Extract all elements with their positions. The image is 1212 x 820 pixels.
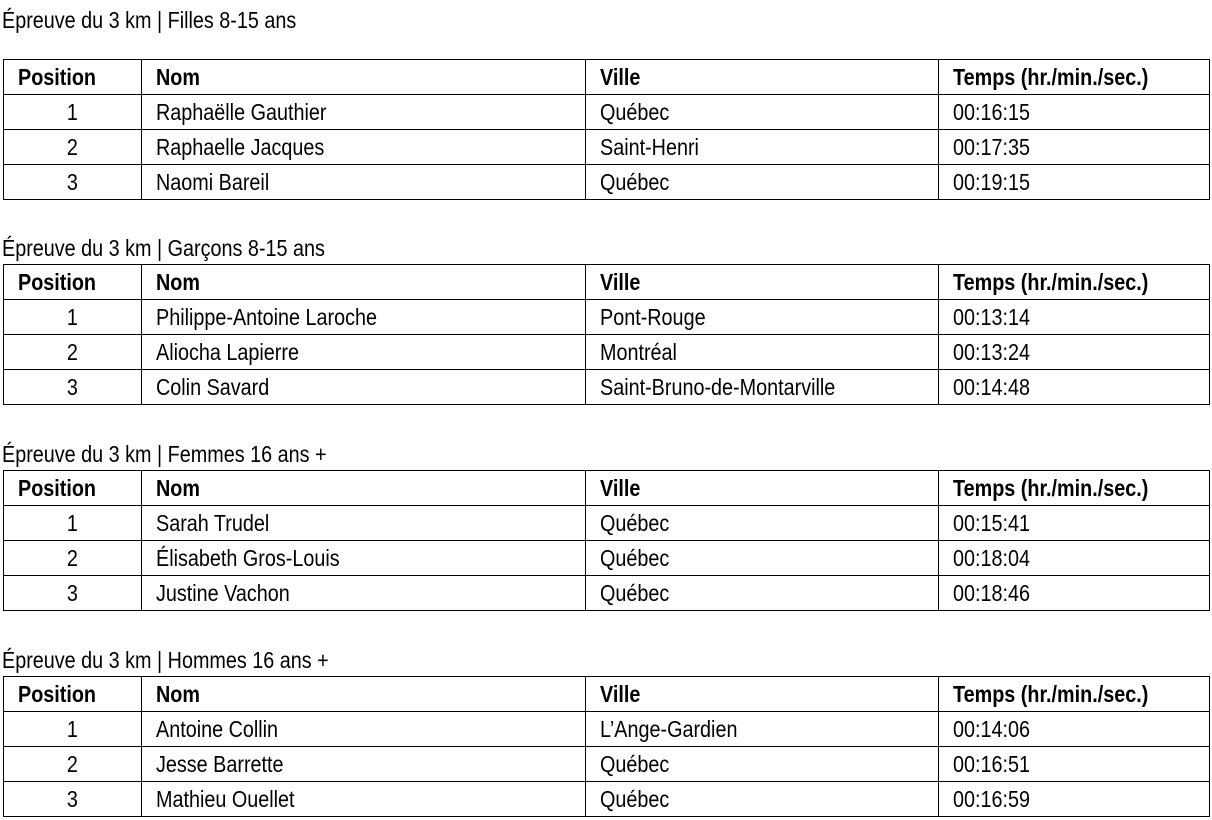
name-cell: Élisabeth Gros-Louis — [142, 541, 586, 576]
results-table — [3, 470, 1210, 611]
column-header-city: Ville — [586, 471, 939, 506]
city-cell: Pont-Rouge — [586, 300, 939, 335]
position-cell: 2 — [4, 130, 142, 165]
table-row — [4, 370, 1210, 405]
table-row — [4, 165, 1210, 200]
position-cell: 1 — [4, 95, 142, 130]
name-cell: Jesse Barrette — [142, 747, 586, 782]
name-cell: Sarah Trudel — [142, 506, 586, 541]
city-cell: Québec — [586, 506, 939, 541]
column-header-name: Nom — [142, 265, 586, 300]
column-header-time: Temps (hr./min./sec.) — [939, 60, 1210, 95]
time-cell: 00:18:46 — [939, 576, 1210, 611]
position-cell: 2 — [4, 541, 142, 576]
time-cell: 00:14:48 — [939, 370, 1210, 405]
position-cell: 3 — [4, 165, 142, 200]
time-cell: 00:19:15 — [939, 165, 1210, 200]
column-header-time: Temps (hr./min./sec.) — [939, 677, 1210, 712]
time-cell: 00:15:41 — [939, 506, 1210, 541]
time-cell: 00:13:14 — [939, 300, 1210, 335]
position-cell: 3 — [4, 370, 142, 405]
column-header-city: Ville — [586, 265, 939, 300]
table-row — [4, 541, 1210, 576]
name-cell: Raphaelle Jacques — [142, 130, 586, 165]
table-header-row — [4, 471, 1210, 506]
column-header-city: Ville — [586, 60, 939, 95]
time-cell: 00:16:59 — [939, 782, 1210, 817]
column-header-position: Position — [4, 265, 142, 300]
position-cell: 1 — [4, 300, 142, 335]
results-table — [3, 264, 1210, 405]
table-row — [4, 576, 1210, 611]
table-row — [4, 130, 1210, 165]
column-header-city: Ville — [586, 677, 939, 712]
name-cell: Colin Savard — [142, 370, 586, 405]
city-cell: Québec — [586, 747, 939, 782]
table-row — [4, 506, 1210, 541]
name-cell: Antoine Collin — [142, 712, 586, 747]
city-cell: Québec — [586, 95, 939, 130]
city-cell: Saint-Henri — [586, 130, 939, 165]
city-cell: Saint-Bruno-de-Montarville — [586, 370, 939, 405]
name-cell: Mathieu Ouellet — [142, 782, 586, 817]
name-cell: Naomi Bareil — [142, 165, 586, 200]
name-cell: Aliocha Lapierre — [142, 335, 586, 370]
time-cell: 00:14:06 — [939, 712, 1210, 747]
column-header-position: Position — [4, 677, 142, 712]
section-title: Épreuve du 3 km | Filles 8-15 ans — [2, 7, 297, 33]
table-row — [4, 782, 1210, 817]
position-cell: 1 — [4, 506, 142, 541]
time-cell: 00:18:04 — [939, 541, 1210, 576]
column-header-name: Nom — [142, 677, 586, 712]
section-title: Épreuve du 3 km | Garçons 8-15 ans — [2, 235, 325, 261]
column-header-position: Position — [4, 471, 142, 506]
column-header-name: Nom — [142, 60, 586, 95]
time-cell: 00:17:35 — [939, 130, 1210, 165]
city-cell: L’Ange-Gardien — [586, 712, 939, 747]
column-header-time: Temps (hr./min./sec.) — [939, 265, 1210, 300]
column-header-position: Position — [4, 60, 142, 95]
position-cell: 3 — [4, 576, 142, 611]
table-header-row — [4, 265, 1210, 300]
section-title: Épreuve du 3 km | Femmes 16 ans + — [2, 441, 327, 467]
position-cell: 3 — [4, 782, 142, 817]
name-cell: Justine Vachon — [142, 576, 586, 611]
position-cell: 1 — [4, 712, 142, 747]
table-header-row — [4, 60, 1210, 95]
results-table — [3, 59, 1210, 200]
city-cell: Québec — [586, 541, 939, 576]
position-cell: 2 — [4, 335, 142, 370]
city-cell: Québec — [586, 782, 939, 817]
table-row — [4, 747, 1210, 782]
name-cell: Philippe-Antoine Laroche — [142, 300, 586, 335]
table-row — [4, 335, 1210, 370]
time-cell: 00:13:24 — [939, 335, 1210, 370]
table-row — [4, 712, 1210, 747]
table-row — [4, 95, 1210, 130]
city-cell: Québec — [586, 165, 939, 200]
column-header-name: Nom — [142, 471, 586, 506]
position-cell: 2 — [4, 747, 142, 782]
results-table — [3, 676, 1210, 817]
table-row — [4, 300, 1210, 335]
table-header-row — [4, 677, 1210, 712]
column-header-time: Temps (hr./min./sec.) — [939, 471, 1210, 506]
time-cell: 00:16:51 — [939, 747, 1210, 782]
city-cell: Montréal — [586, 335, 939, 370]
section-title: Épreuve du 3 km | Hommes 16 ans + — [2, 647, 329, 673]
name-cell: Raphaëlle Gauthier — [142, 95, 586, 130]
city-cell: Québec — [586, 576, 939, 611]
time-cell: 00:16:15 — [939, 95, 1210, 130]
